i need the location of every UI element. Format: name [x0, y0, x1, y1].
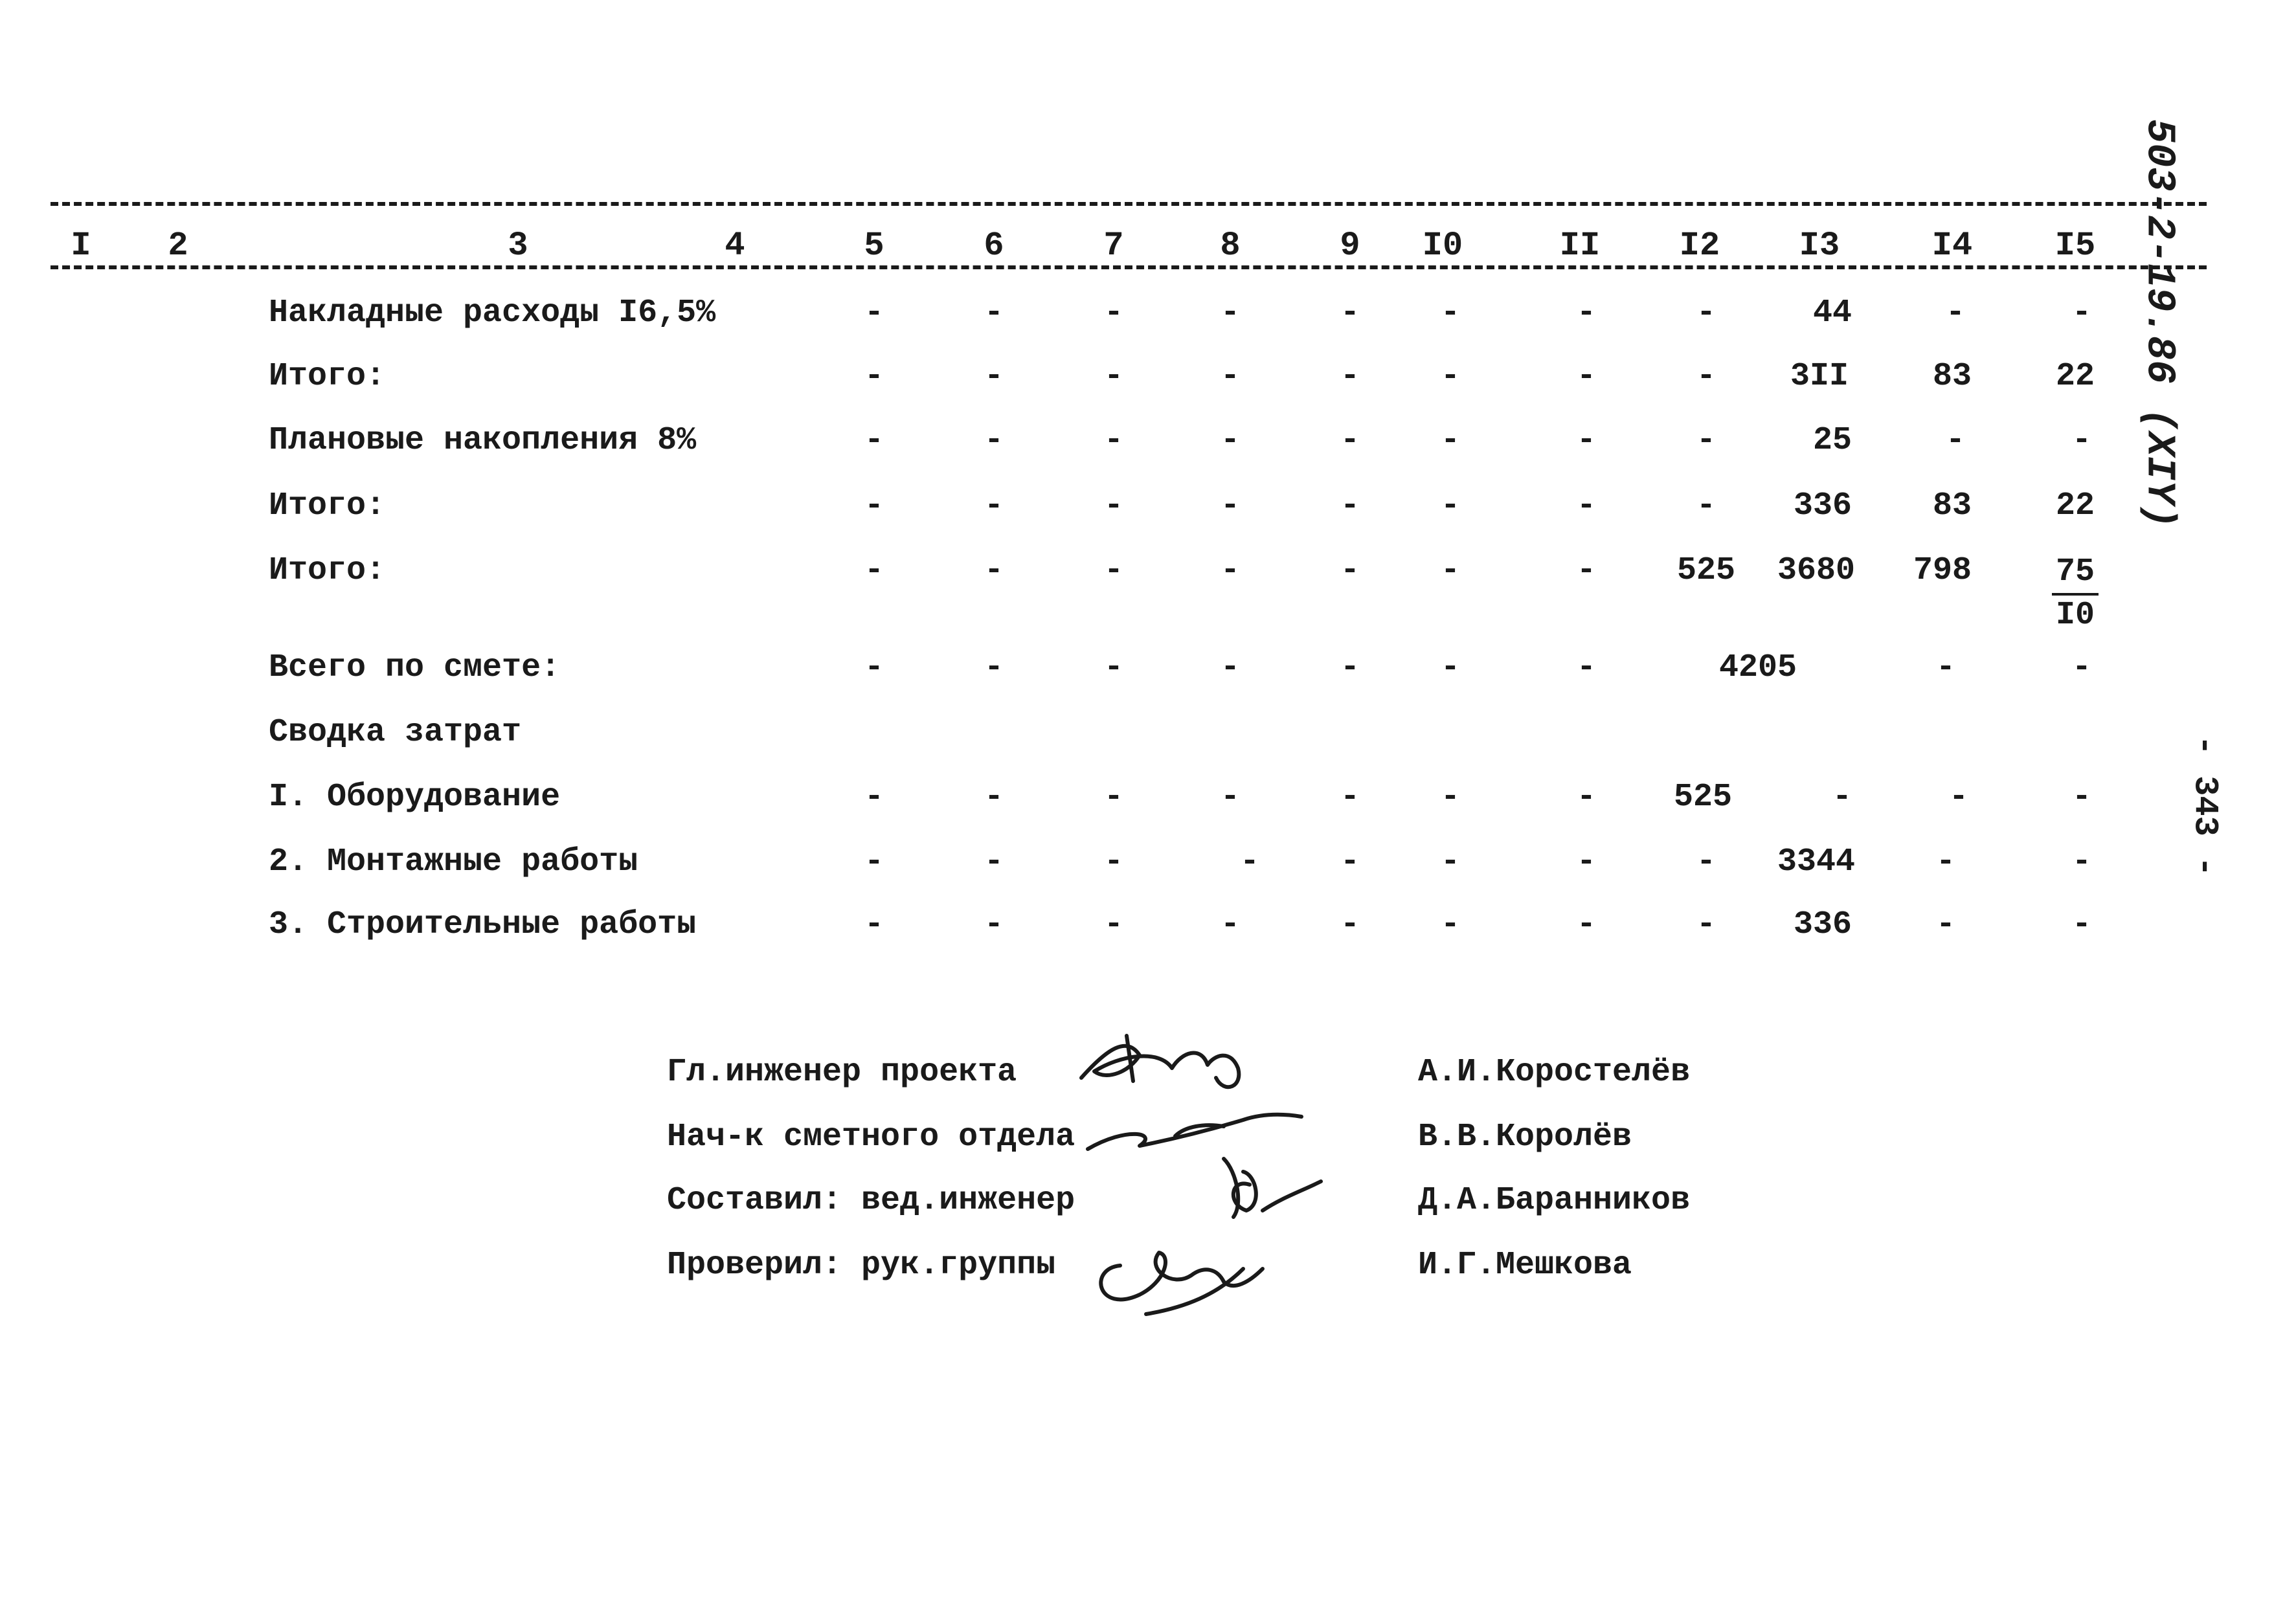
table-cell: - — [1103, 295, 1124, 331]
table-cell: - — [1696, 358, 1716, 395]
table-cell: - — [1696, 487, 1716, 524]
page-number: - 343 - — [2185, 735, 2224, 877]
table-cell: - — [1220, 552, 1241, 589]
table-cell: - — [984, 649, 1004, 686]
table-cell: - — [1440, 295, 1461, 331]
table-cell: - — [864, 649, 884, 686]
table-cell: - — [1220, 779, 1241, 816]
section-heading: Сводка затрат — [269, 714, 522, 751]
table-cell: - — [1948, 779, 1969, 816]
table-cell: - — [984, 552, 1004, 589]
table-cell: - — [1935, 649, 1956, 686]
header-top-rule — [51, 202, 2207, 206]
header-bottom-rule — [51, 265, 2207, 269]
table-cell: - — [864, 843, 884, 880]
table-cell: - — [1103, 422, 1124, 459]
table-cell: - — [1220, 295, 1241, 331]
table-cell: - — [1440, 552, 1461, 589]
table-cell: - — [1340, 552, 1360, 589]
table-cell: - — [1340, 487, 1360, 524]
table-cell: - — [1935, 843, 1956, 880]
table-cell: - — [864, 295, 884, 331]
fraction-denominator: I0 — [2055, 596, 2095, 634]
handwritten-signature-icon — [1068, 1010, 1405, 1334]
table-cell: - — [1576, 779, 1597, 816]
table-cell: 3680 — [1777, 552, 1856, 589]
table-cell: 798 — [1913, 552, 1972, 589]
table-cell: 22 — [2055, 487, 2095, 524]
column-header: I — [71, 227, 91, 265]
table-cell: 525 — [1676, 552, 1736, 589]
column-header: 5 — [864, 227, 884, 265]
table-cell: - — [1220, 649, 1241, 686]
table-cell: - — [1103, 487, 1124, 524]
table-cell: 336 — [1793, 906, 1852, 943]
column-header: I0 — [1422, 227, 1463, 265]
row-label: 2. Монтажные работы — [269, 843, 638, 880]
signature-title: Составил: вед.инженер — [667, 1182, 1075, 1219]
column-header: 7 — [1103, 227, 1124, 265]
table-cell: - — [1340, 779, 1360, 816]
row-label: Плановые накопления 8% — [269, 422, 697, 459]
table-cell: - — [2071, 843, 2092, 880]
table-cell: 25 — [1812, 422, 1852, 459]
row-label: Накладные расходы I6,5% — [269, 295, 716, 331]
table-cell: - — [2071, 649, 2092, 686]
table-cell: 44 — [1812, 295, 1852, 331]
table-cell: - — [984, 843, 1004, 880]
table-cell: - — [1220, 906, 1241, 943]
column-header: I2 — [1679, 227, 1720, 265]
signature-name: В.В.Королёв — [1418, 1119, 1632, 1156]
column-header: II — [1559, 227, 1601, 265]
signature-name: Д.А.Баранников — [1418, 1182, 1691, 1219]
table-cell: 525 — [1673, 779, 1733, 816]
table-cell: - — [1576, 487, 1597, 524]
table-cell: - — [1103, 843, 1124, 880]
table-cell: - — [1935, 906, 1956, 943]
row-label: Всего по смете: — [269, 649, 561, 686]
row-label: Итого: — [269, 552, 386, 589]
table-cell: - — [984, 295, 1004, 331]
signature-name: И.Г.Мешкова — [1418, 1247, 1632, 1284]
table-cell: - — [1696, 422, 1716, 459]
table-cell: - — [1440, 422, 1461, 459]
table-cell: - — [984, 779, 1004, 816]
table-cell: - — [2071, 906, 2092, 943]
table-cell: - — [1103, 906, 1124, 943]
column-header: I3 — [1799, 227, 1840, 265]
table-cell: - — [1239, 843, 1260, 880]
table-cell: 336 — [1793, 487, 1852, 524]
table-cell: - — [1340, 906, 1360, 943]
column-header: I5 — [2054, 227, 2096, 265]
signature-title: Гл.инженер проекта — [667, 1054, 1017, 1091]
table-cell: - — [984, 358, 1004, 395]
table-cell: - — [1576, 843, 1597, 880]
column-header: 4 — [725, 227, 745, 265]
table-cell: 83 — [1932, 487, 1972, 524]
table-cell: - — [1440, 487, 1461, 524]
table-cell: - — [1340, 295, 1360, 331]
table-cell: - — [1696, 843, 1716, 880]
column-header: 6 — [984, 227, 1004, 265]
table-cell: - — [1832, 779, 1852, 816]
table-cell: - — [1576, 295, 1597, 331]
table-cell: - — [1340, 422, 1360, 459]
signature-title: Проверил: рук.группы — [667, 1247, 1056, 1284]
table-cell: - — [1103, 358, 1124, 395]
table-cell: 3344 — [1777, 843, 1856, 880]
column-header: 3 — [508, 227, 528, 265]
table-cell: - — [1576, 649, 1597, 686]
table-cell: - — [1103, 779, 1124, 816]
table-cell: - — [864, 779, 884, 816]
table-cell: - — [1220, 487, 1241, 524]
table-cell: - — [1945, 422, 1966, 459]
table-cell: - — [2071, 422, 2092, 459]
table-cell: - — [864, 906, 884, 943]
table-cell: - — [1340, 649, 1360, 686]
table-cell: - — [1576, 552, 1597, 589]
column-header: I4 — [1931, 227, 1973, 265]
column-header: 2 — [168, 227, 188, 265]
table-cell: - — [2071, 295, 2092, 331]
row-label: Итого: — [269, 487, 386, 524]
table-cell: - — [1440, 358, 1461, 395]
table-cell: - — [1440, 843, 1461, 880]
table-cell: - — [1103, 552, 1124, 589]
table-cell: - — [1576, 358, 1597, 395]
fraction-numerator: 75 — [2052, 552, 2099, 596]
table-cell: - — [1440, 906, 1461, 943]
table-cell: - — [1103, 649, 1124, 686]
row-label: 3. Строительные работы — [269, 906, 697, 943]
table-cell: 22 — [2055, 358, 2095, 395]
table-cell: - — [1340, 358, 1360, 395]
table-cell: - — [2071, 779, 2092, 816]
table-cell: - — [864, 358, 884, 395]
column-header: 9 — [1340, 227, 1360, 265]
table-cell: - — [1576, 422, 1597, 459]
table-cell: - — [984, 906, 1004, 943]
table-cell: - — [984, 487, 1004, 524]
column-header: 8 — [1220, 227, 1241, 265]
table-cell: - — [1220, 358, 1241, 395]
row-label: Итого: — [269, 358, 386, 395]
table-cell: 83 — [1932, 358, 1972, 395]
table-cell: - — [864, 487, 884, 524]
table-cell: - — [1220, 422, 1241, 459]
table-cell: - — [1945, 295, 1966, 331]
grand-total-value: 4205 — [1718, 649, 1797, 686]
table-cell: - — [864, 422, 884, 459]
table-cell: - — [1696, 906, 1716, 943]
document-code: 503-2-19.86 (XIY) — [2136, 118, 2183, 529]
table-cell: - — [1696, 295, 1716, 331]
signature-name: А.И.Коростелёв — [1418, 1054, 1691, 1091]
table-cell: - — [984, 422, 1004, 459]
fraction-cell — [2052, 552, 2099, 636]
table-cell: - — [1440, 779, 1461, 816]
signature-title: Нач-к сметного отдела — [667, 1119, 1075, 1156]
table-cell: - — [1340, 843, 1360, 880]
table-cell: 3II — [1790, 358, 1849, 395]
table-cell: - — [1440, 649, 1461, 686]
table-cell: - — [864, 552, 884, 589]
table-cell: - — [1576, 906, 1597, 943]
row-label: I. Оборудование — [269, 779, 561, 816]
